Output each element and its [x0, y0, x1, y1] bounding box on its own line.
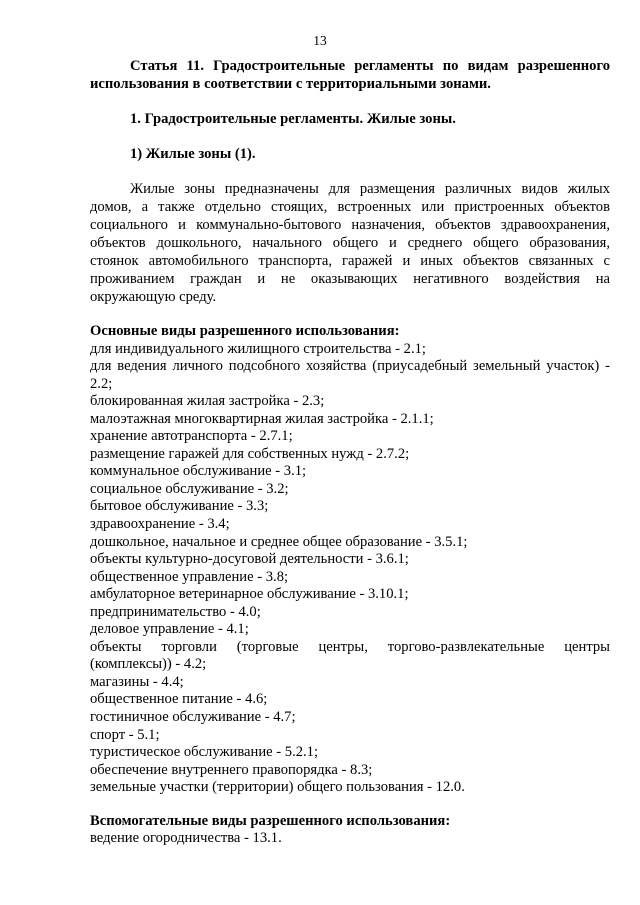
- list-item: для индивидуального жилищного строительства - 2.1;: [90, 340, 426, 357]
- list-item: деловое управление - 4.1;: [90, 621, 249, 638]
- list-item: размещение гаражей для собственных нужд - 2.7.2;: [90, 445, 410, 462]
- main-uses-list: [90, 341, 610, 797]
- list-item: малоэтажная многоквартирная жилая застройка - 2.1.1;: [90, 410, 434, 427]
- list-item: коммунальное обслуживание - 3.1;: [90, 463, 307, 480]
- auxiliary-uses-heading: Вспомогательные виды разрешенного использования:: [90, 812, 451, 829]
- subsection-title: 1) Жилые зоны (1).: [130, 145, 256, 162]
- list-item: амбулаторное ветеринарное обслуживание - 3.10.1;: [90, 586, 409, 603]
- list-item: объекты культурно-досуговой деятельности - 3.6.1;: [90, 551, 409, 568]
- list-item: спорт - 5.1;: [90, 726, 160, 743]
- list-item: дошкольное, начальное и среднее общее образование - 3.5.1;: [90, 533, 468, 550]
- list-item: магазины - 4.4;: [90, 673, 184, 690]
- list-item: туристическое обслуживание - 5.2.1;: [90, 744, 319, 761]
- page-number: 13: [313, 33, 327, 48]
- list-item: хранение автотранспорта - 2.7.1;: [90, 428, 293, 445]
- list-item: ведение огородничества - 13.1.: [90, 830, 282, 847]
- list-item: объекты торговли (торговые центры, торгово-развлекательные центры (комплексы)) - 4.2;: [90, 638, 610, 673]
- document-body: [90, 58, 610, 848]
- list-item: общественное питание - 4.6;: [90, 691, 268, 708]
- list-item: для ведения личного подсобного хозяйства (приусадебный земельный участок) - 2.2;: [90, 358, 610, 392]
- list-item: земельные участки (территории) общего пользования - 12.0.: [90, 779, 465, 796]
- list-item: обеспечение внутреннего правопорядка - 8.3;: [90, 761, 373, 778]
- list-item: бытовое обслуживание - 3.3;: [90, 498, 269, 515]
- list-item: блокированная жилая застройка - 2.3;: [90, 393, 325, 410]
- intro-paragraph: Жилые зоны предназначены для размещения различных видов жилых домов, а также отдельно стоящих, встроенных или пристроенных объектов социального и коммунально-бытового назначения, объектов здравоохранения, объектов дошкольного, начального общего и среднего общего образования, стоянок автомобильного транспорта, гаражей и иных объектов связанных с проживанием граждан и не оказывающих негативного воздействия на окружающую среду.: [90, 181, 610, 305]
- list-item: гостиничное обслуживание - 4.7;: [90, 708, 296, 725]
- list-item: предпринимательство - 4.0;: [90, 603, 261, 620]
- main-uses-heading: Основные виды разрешенного использования:: [90, 323, 400, 339]
- article-title: Статья 11. Градостроительные регламенты по видам разрешенного использования в соответствии с территориальными зонами.: [90, 58, 610, 92]
- list-item: здравоохранение - 3.4;: [90, 515, 230, 532]
- section-title: 1. Градостроительные регламенты. Жилые зоны.: [130, 111, 456, 127]
- list-item: общественное управление - 3.8;: [90, 568, 289, 585]
- list-item: социальное обслуживание - 3.2;: [90, 480, 289, 497]
